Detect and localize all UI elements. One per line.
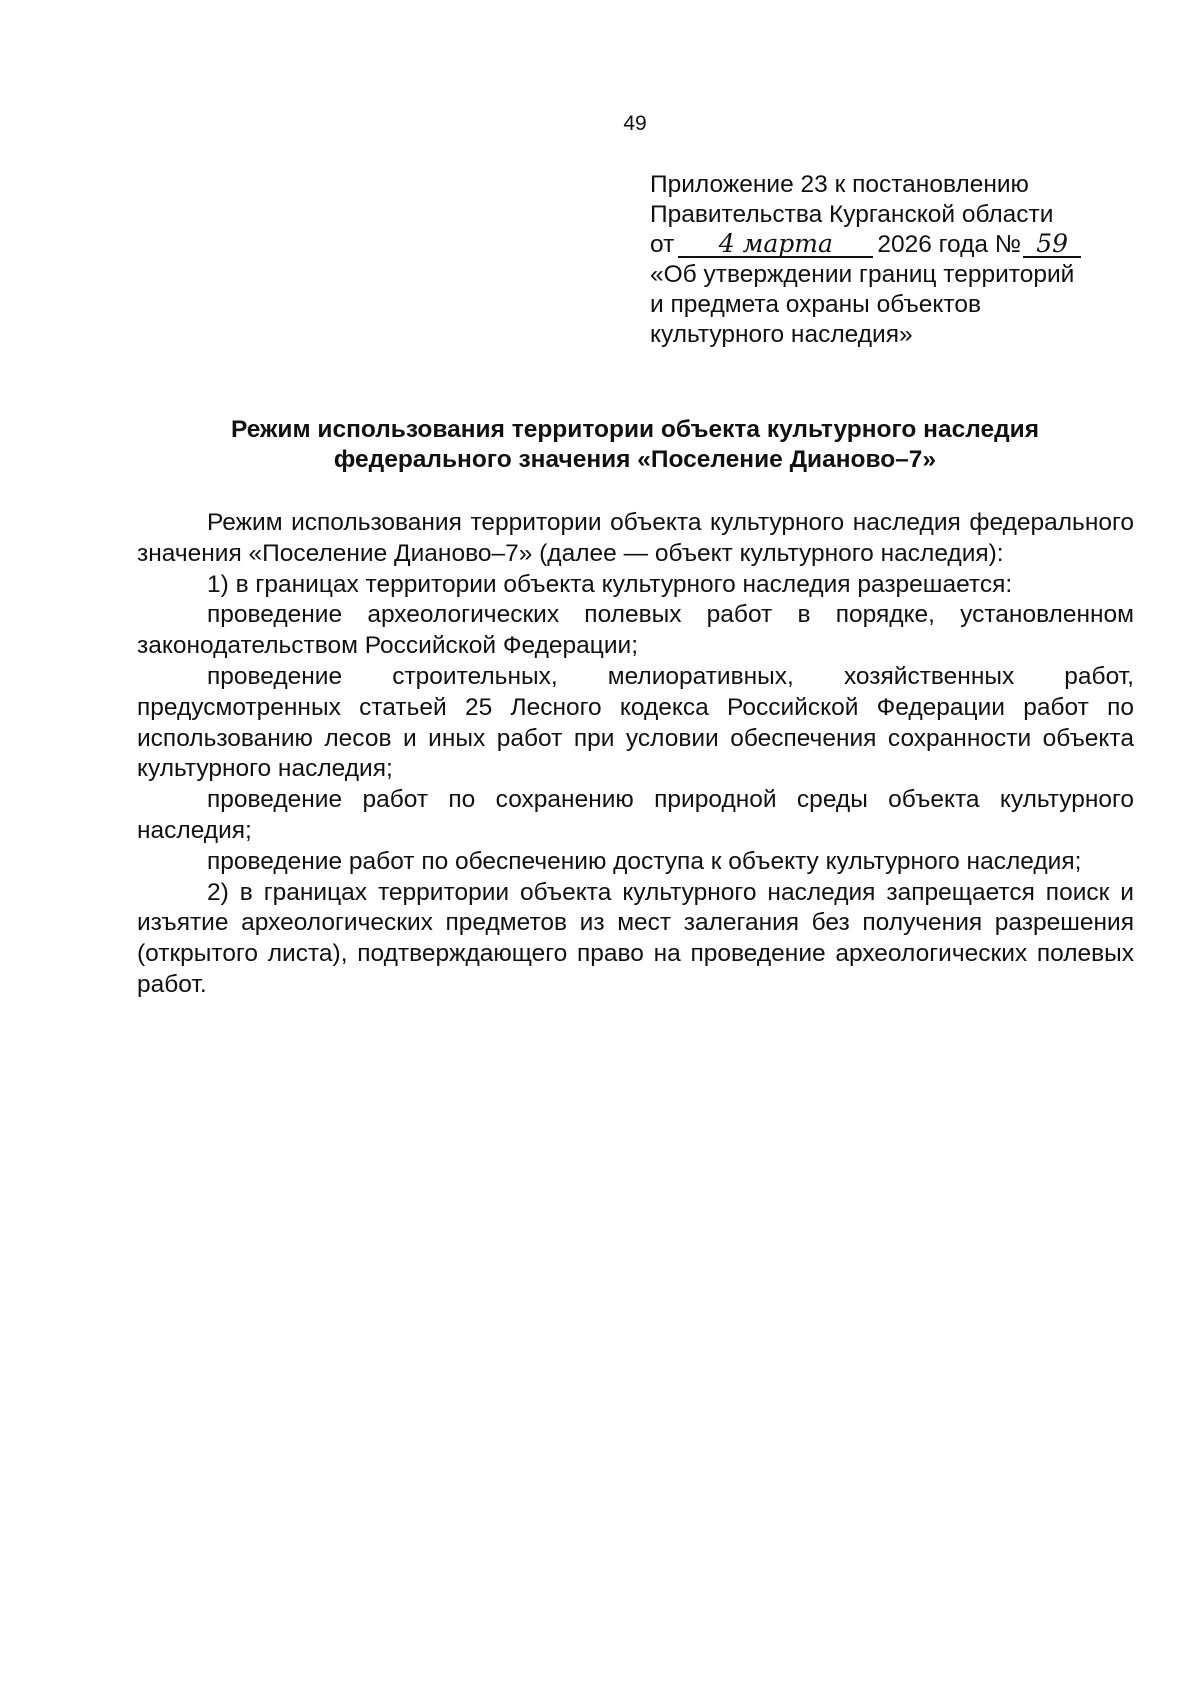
- appendix-line-1: Приложение 23 к постановлению: [650, 171, 1029, 198]
- paragraph-intro: Режим использования территории объекта культурного наследия федерального значения «Поселение Дианово–7» (далее — объект культурного наследия):: [137, 509, 1134, 567]
- paragraph-allowed-item: проведение работ по обеспечению доступа к объекту культурного наследия;: [207, 847, 1082, 875]
- from-label: от: [650, 231, 675, 258]
- appendix-line-5: и предмета охраны объектов: [650, 291, 981, 318]
- appendix-date-line: [650, 230, 1170, 260]
- title-line-2: федерального значения «Поселение Дианово–7»: [333, 446, 937, 473]
- year-label: 2026 года №: [877, 231, 1022, 258]
- page-number: 49: [623, 112, 647, 135]
- document-body: [137, 508, 1134, 1001]
- appendix-line-2: Правительства Курганской области: [650, 201, 1054, 228]
- paragraph-allowed-item: проведение археологических полевых работ в порядке, установленном законодательством Российской Федерации;: [137, 601, 1134, 660]
- appendix-line-4: «Об утверждении границ территорий: [650, 261, 1075, 288]
- appendix-block: [650, 170, 1170, 350]
- paragraph-allowed-item: проведение работ по сохранению природной среды объекта культурного наследия;: [137, 786, 1134, 844]
- paragraph-allowed-item: проведение строительных, мелиоративных, хозяйственных работ, предусмотренных статьей 25 Лесного кодекса Российской Федерации работ по использованию лесов и иных работ при условии обеспечения сохранности объекта культурного наследия;: [137, 662, 1134, 783]
- document-title: [135, 415, 1135, 475]
- appendix-line-6: культурного наследия»: [650, 321, 913, 348]
- paragraph-allowed-heading: 1) в границах территории объекта культурного наследия разрешается:: [207, 570, 1013, 598]
- handwritten-date: 4 марта: [678, 232, 873, 258]
- paragraph-prohibited: 2) в границах территории объекта культурного наследия запрещается поиск и изъятие археологических предметов из мест залегания без получения разрешения (открытого листа), подтверждающего право на проведение археологических полевых работ.: [137, 878, 1134, 998]
- handwritten-number: 59: [1023, 232, 1081, 258]
- title-line-1: Режим использования территории объекта культурного наследия: [231, 416, 1039, 443]
